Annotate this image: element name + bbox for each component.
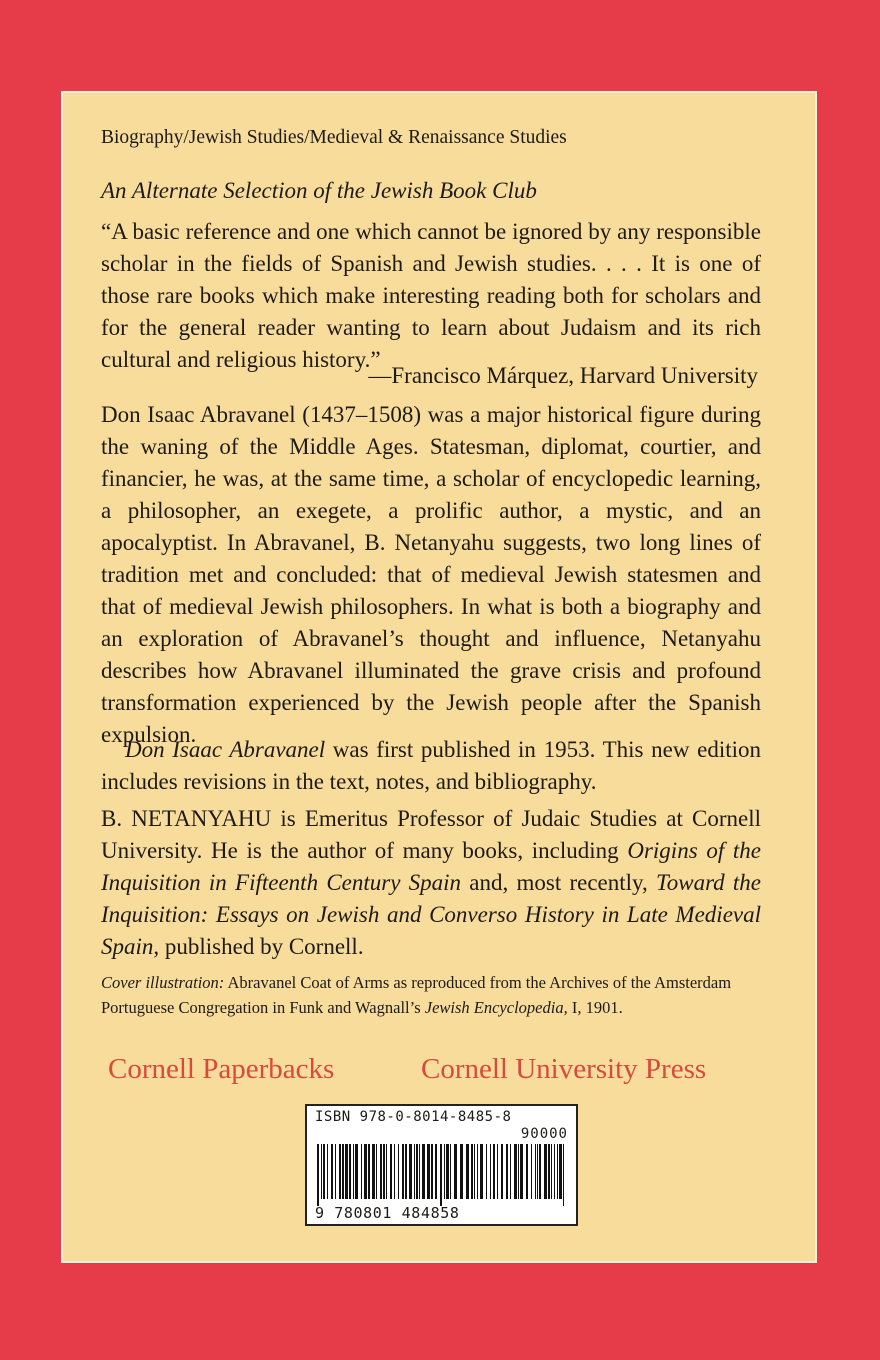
barcode-bar: [414, 1144, 415, 1199]
barcode-bar: [327, 1144, 328, 1199]
barcode-bar: [454, 1144, 457, 1199]
quote-attribution: —Francisco Márquez, Harvard University: [368, 363, 758, 388]
cover-illustration-credit: [101, 970, 761, 1020]
barcode-bar: [440, 1144, 442, 1206]
barcode-bar: [497, 1144, 498, 1199]
barcode-bar: [321, 1144, 322, 1199]
barcode-bar: [372, 1144, 375, 1199]
barcode-bar: [419, 1144, 420, 1199]
barcode-bars: [317, 1144, 568, 1206]
barcode-bar: [493, 1144, 495, 1199]
barcode-bar: [331, 1144, 333, 1199]
barcode-bar: [431, 1144, 433, 1199]
imprint-name: Cornell Paperbacks: [108, 1053, 335, 1085]
barcode-bar: [342, 1144, 344, 1199]
barcode-bar: [380, 1144, 382, 1199]
barcode-bar: [422, 1144, 425, 1199]
barcode-bar: [323, 1144, 325, 1199]
barcode-bar: [471, 1144, 473, 1199]
edition-note: [101, 734, 761, 798]
credit-tail: I, 1901.: [567, 998, 623, 1017]
credit-work-title: Jewish Encyclopedia,: [424, 998, 568, 1017]
barcode-bar: [376, 1144, 377, 1199]
barcode-bar: [466, 1144, 469, 1199]
barcode-bar: [435, 1144, 437, 1199]
barcode-bar: [490, 1144, 491, 1199]
barcode-bar: [548, 1144, 550, 1199]
barcode-bar: [446, 1144, 449, 1199]
barcode-bar: [514, 1144, 517, 1199]
barcode-bar: [551, 1144, 552, 1199]
barcode-bar: [477, 1144, 478, 1199]
barcode-bar: [526, 1144, 528, 1199]
barcode-bar: [409, 1144, 412, 1199]
barcode-bar: [383, 1144, 385, 1199]
author-book-title: Origins of the Inquisition in Fifteenth Century Spain: [101, 838, 762, 895]
barcode-bar: [554, 1144, 555, 1199]
edition-note-text: was first published in 1953. This new edition includes revisions in the text, notes, and bibliography.: [101, 737, 761, 794]
barcode-bar: [518, 1144, 519, 1199]
barcode-bar: [355, 1144, 358, 1199]
author-book-title: Toward the Inquisition: Essays on Jewish and Converso History in Late Medieval Spain: [101, 870, 762, 959]
barcode-bar: [563, 1144, 564, 1206]
barcode-bar: [353, 1144, 354, 1199]
author-bio-text: and, most recently,: [461, 870, 657, 895]
barcode-bar: [531, 1144, 532, 1199]
barcode-bar: [486, 1144, 487, 1199]
book-club-selection: An Alternate Selection of the Jewish Book Club: [101, 178, 537, 203]
barcode-bar: [559, 1144, 562, 1199]
barcode-bar: [335, 1144, 336, 1199]
barcode-bar: [539, 1144, 541, 1199]
barcode-bar: [405, 1144, 407, 1199]
barcode-bar: [480, 1144, 483, 1199]
barcode-bar: [398, 1144, 399, 1199]
barcode-bar: [557, 1144, 558, 1199]
publisher-name: Cornell University Press: [421, 1053, 707, 1085]
credit-label: Cover illustration:: [101, 973, 225, 992]
barcode-bar: [368, 1144, 370, 1199]
barcode-bar: [361, 1144, 362, 1199]
barcode-bar: [390, 1144, 392, 1199]
barcode-bar: [460, 1144, 463, 1199]
barcode-bar: [386, 1144, 387, 1199]
barcode-bar: [444, 1144, 445, 1199]
barcode-label: [305, 1104, 578, 1226]
ean-digits: 9 780801 484858: [315, 1204, 460, 1222]
author-bio-text: B. NETANYAHU is Emeritus Professor of Judaic Studies at Cornell University. He is the author of many books, including: [101, 806, 761, 863]
barcode-bar: [520, 1144, 523, 1199]
barcode-bar: [339, 1144, 341, 1199]
barcode-bar: [317, 1144, 319, 1206]
category-line: Biography/Jewish Studies/Medieval & Renaissance Studies: [101, 127, 567, 148]
barcode-bar: [345, 1144, 348, 1199]
barcode-bar: [394, 1144, 395, 1199]
book-description: Don Isaac Abravanel (1437–1508) was a major historical figure during the waning of the Middle Ages. Statesman, diplomat, courtier, and financier, he was, at the same time, a scholar of encyclopedic learning, a philosopher, an exegete, a prolific author, a mystic, and an apocalyptist. In Abravanel, B. Netanyahu suggests, two long lines of tradition met and concluded: that of medieval Jewish statesmen and that of medieval Jewish philosophers. In what is both a biography and an exploration of Abravanel’s thought and influence, Netanyahu describes how Abravanel illuminated the grave crisis and profound transformation experienced by the Jewish people after the Spanish expulsion.: [101, 402, 761, 747]
barcode-bar: [501, 1144, 503, 1199]
back-cover-panel: [61, 91, 817, 1263]
barcode-bar: [506, 1144, 508, 1199]
barcode-bar: [349, 1144, 351, 1199]
barcode-bar: [416, 1144, 418, 1199]
barcode-bar: [427, 1144, 430, 1199]
barcode-bar: [535, 1144, 536, 1199]
barcode-bar: [450, 1144, 451, 1199]
barcode-bar: [474, 1144, 475, 1199]
isbn-text: ISBN 978-0-8014-8485-8: [315, 1109, 512, 1125]
edition-book-title: Don Isaac Abravanel: [125, 737, 326, 762]
review-quote: “A basic reference and one which cannot be ignored by any responsible scholar in the fields of Spanish and Jewish studies. . . . It is one of those rare books which make interesting reading both for scholars and for the general reader wanting to learn about Judaism and its rich cultural and religious history.”: [101, 219, 761, 372]
author-bio: [101, 803, 761, 963]
barcode-bar: [510, 1144, 511, 1199]
price-code: 90000: [520, 1126, 568, 1142]
barcode-bar: [544, 1144, 547, 1199]
barcode-bar: [537, 1144, 538, 1199]
barcode-bar: [364, 1144, 367, 1199]
author-bio-text: , published by Cornell.: [153, 934, 364, 959]
credit-text: Abravanel Coat of Arms as reproduced from the Archives of the Amsterdam Portuguese Congregation in Funk and Wagnall’s: [101, 973, 732, 1017]
barcode-bar: [402, 1144, 404, 1199]
